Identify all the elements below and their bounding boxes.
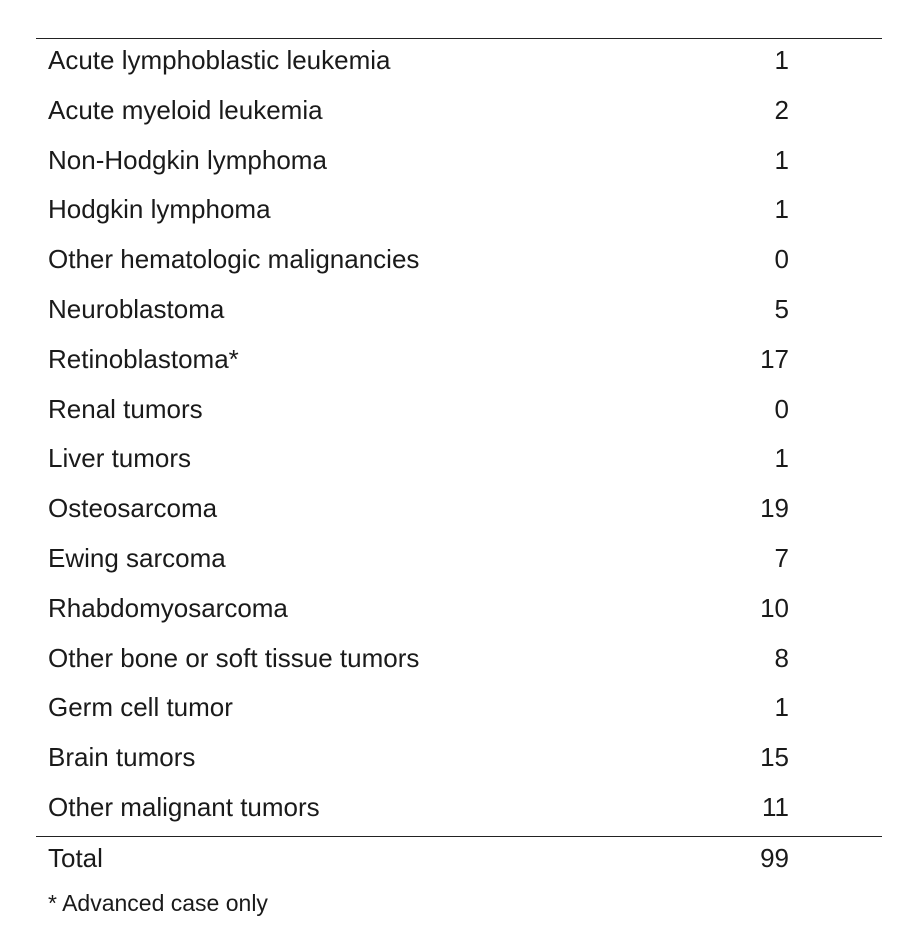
- row-value: 1: [774, 194, 789, 225]
- row-value: 7: [774, 542, 789, 573]
- row-value: 5: [774, 293, 789, 324]
- row-value: 8: [774, 642, 789, 673]
- table-row: [36, 587, 882, 637]
- total-value: 99: [760, 842, 789, 873]
- row-value: 0: [774, 393, 789, 424]
- table-row: [36, 736, 882, 786]
- table-row: [36, 288, 882, 338]
- row-label: Brain tumors: [48, 742, 196, 773]
- table-row: [36, 537, 882, 587]
- row-label: Germ cell tumor: [48, 692, 233, 723]
- row-value: 10: [760, 592, 789, 623]
- row-value: 15: [760, 742, 789, 773]
- row-label: Liver tumors: [48, 443, 192, 474]
- row-label: Acute myeloid leukemia: [48, 94, 323, 125]
- row-label: Renal tumors: [48, 393, 203, 424]
- table-row: [36, 487, 882, 537]
- row-value: 2: [774, 94, 789, 125]
- row-label: Other bone or soft tissue tumors: [48, 642, 420, 673]
- row-label: Neuroblastoma: [48, 293, 225, 324]
- table-row: [36, 338, 882, 388]
- tumor-counts-table: [36, 38, 882, 887]
- row-value: 1: [774, 144, 789, 175]
- row-value: 1: [774, 443, 789, 474]
- table-row: [36, 238, 882, 288]
- row-label: Hodgkin lymphoma: [48, 194, 271, 225]
- row-label: Other hematologic malignancies: [48, 244, 420, 275]
- table-row: [36, 39, 882, 89]
- row-label: Non-Hodgkin lymphoma: [48, 144, 327, 175]
- table-row: [36, 637, 882, 687]
- table-row: [36, 188, 882, 238]
- row-label: Rhabdomyosarcoma: [48, 592, 288, 623]
- row-value: 1: [774, 692, 789, 723]
- table-row: [36, 437, 882, 487]
- row-label: Retinoblastoma*: [48, 343, 239, 374]
- row-value: 17: [760, 343, 789, 374]
- table-row: [36, 89, 882, 139]
- row-value: 1: [774, 45, 789, 75]
- row-label: Osteosarcoma: [48, 493, 218, 524]
- total-row: [36, 837, 882, 887]
- total-label: Total: [48, 842, 103, 873]
- table-row: [36, 786, 882, 836]
- row-label: Ewing sarcoma: [48, 542, 226, 573]
- row-label: Acute lymphoblastic leukemia: [48, 45, 391, 75]
- table-row: [36, 139, 882, 189]
- row-value: 11: [762, 791, 789, 822]
- table-row: [36, 388, 882, 438]
- row-value: 0: [774, 244, 789, 275]
- footnote: * Advanced case only: [48, 890, 268, 916]
- table-row: [36, 686, 882, 736]
- row-value: 19: [760, 493, 789, 524]
- row-label: Other malignant tumors: [48, 791, 320, 822]
